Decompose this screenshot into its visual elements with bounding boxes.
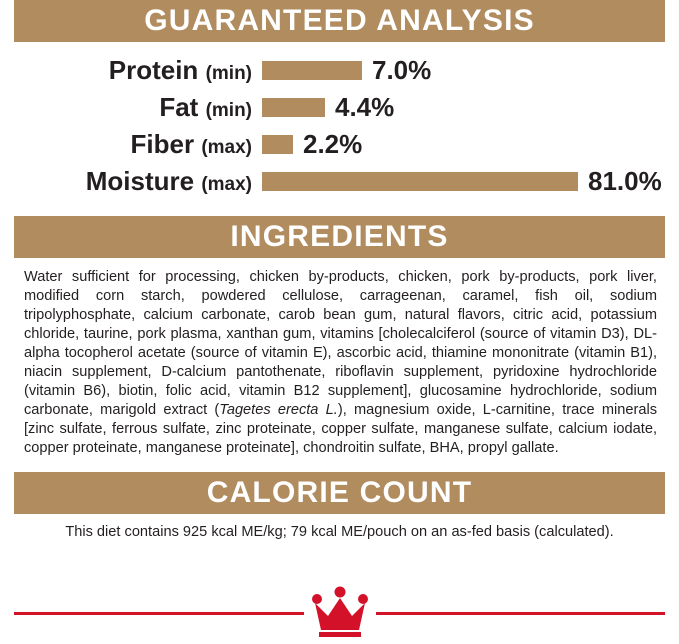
chart-value-label: 4.4% (335, 92, 395, 122)
brand-footer (0, 584, 679, 644)
chart-bar (262, 135, 293, 154)
crown-logo-icon (304, 586, 376, 642)
nutrient-name: Fat (159, 92, 199, 122)
chart-row (14, 126, 665, 163)
chart-bar (262, 172, 578, 191)
chart-value-label: 2.2% (303, 129, 363, 159)
nutrient-qualifier: (min) (205, 100, 252, 121)
chart-value-label: 7.0% (372, 55, 432, 85)
nutrient-qualifier: (min) (205, 63, 252, 84)
chart-value-label: 81.0% (588, 166, 662, 196)
chart-bar (262, 61, 362, 80)
chart-row-label (14, 92, 262, 123)
ingredients-header: INGREDIENTS (14, 216, 665, 258)
nutrient-name: Fiber (130, 129, 195, 159)
nutrient-qualifier: (max) (201, 137, 252, 158)
nutrient-name: Moisture (85, 166, 195, 196)
calorie-count-header: CALORIE COUNT (14, 472, 665, 514)
guaranteed-analysis-chart (0, 42, 679, 206)
chart-row (14, 52, 665, 89)
ingredients-text (0, 258, 679, 466)
chart-row-label (14, 129, 262, 160)
ingredients-text-part2: ), magnesium oxide, L-carnitine, trace minerals [zinc sulfate, ferrous sulfate, zinc proteinate, copper sulfate, manganese sulfate, calcium iodate, copper proteinate, manganese proteinate], chondroitin sulfate, BHA, propyl gallate. (24, 402, 658, 456)
ingredients-text-part1: Water sufficient for processing, chicken by-products, chicken, pork by-products, pork liver, modified corn starch, powdered cellulose, carrageenan, caramel, fish oil, sodium tripolyphosphate, calcium carbonate, carob bean gum, natural flavors, citric acid, potassium chloride, taurine, pork plasma, xanthan gum, vitamins [cholecalciferol (source of vitamin D3), DL-alpha tocopherol acetate (source of vitamin E), ascorbic acid, thiamine mononitrate (vitamin B1), niacin supplement, D-calcium pantothenate, riboflavin supplement, pyridoxine hydrochloride (vitamin B6), biotin, folic acid, vitamin B12 supplement], glucosamine hydrochloride, sodium carbonate, marigold extract ( (24, 269, 657, 418)
chart-row (14, 163, 665, 200)
ingredients-latin-name: Tagetes erecta L. (219, 402, 338, 418)
chart-row-label (14, 166, 262, 197)
chart-bar (262, 98, 325, 117)
chart-row-label (14, 55, 262, 86)
nutrient-name: Protein (108, 55, 199, 85)
chart-row (14, 89, 665, 126)
nutrient-qualifier: (max) (201, 174, 252, 195)
calorie-count-text: This diet contains 925 kcal ME/kg; 79 kcal ME/pouch on an as-fed basis (calculated). (65, 524, 614, 540)
guaranteed-analysis-header: GUARANTEED ANALYSIS (14, 0, 665, 42)
